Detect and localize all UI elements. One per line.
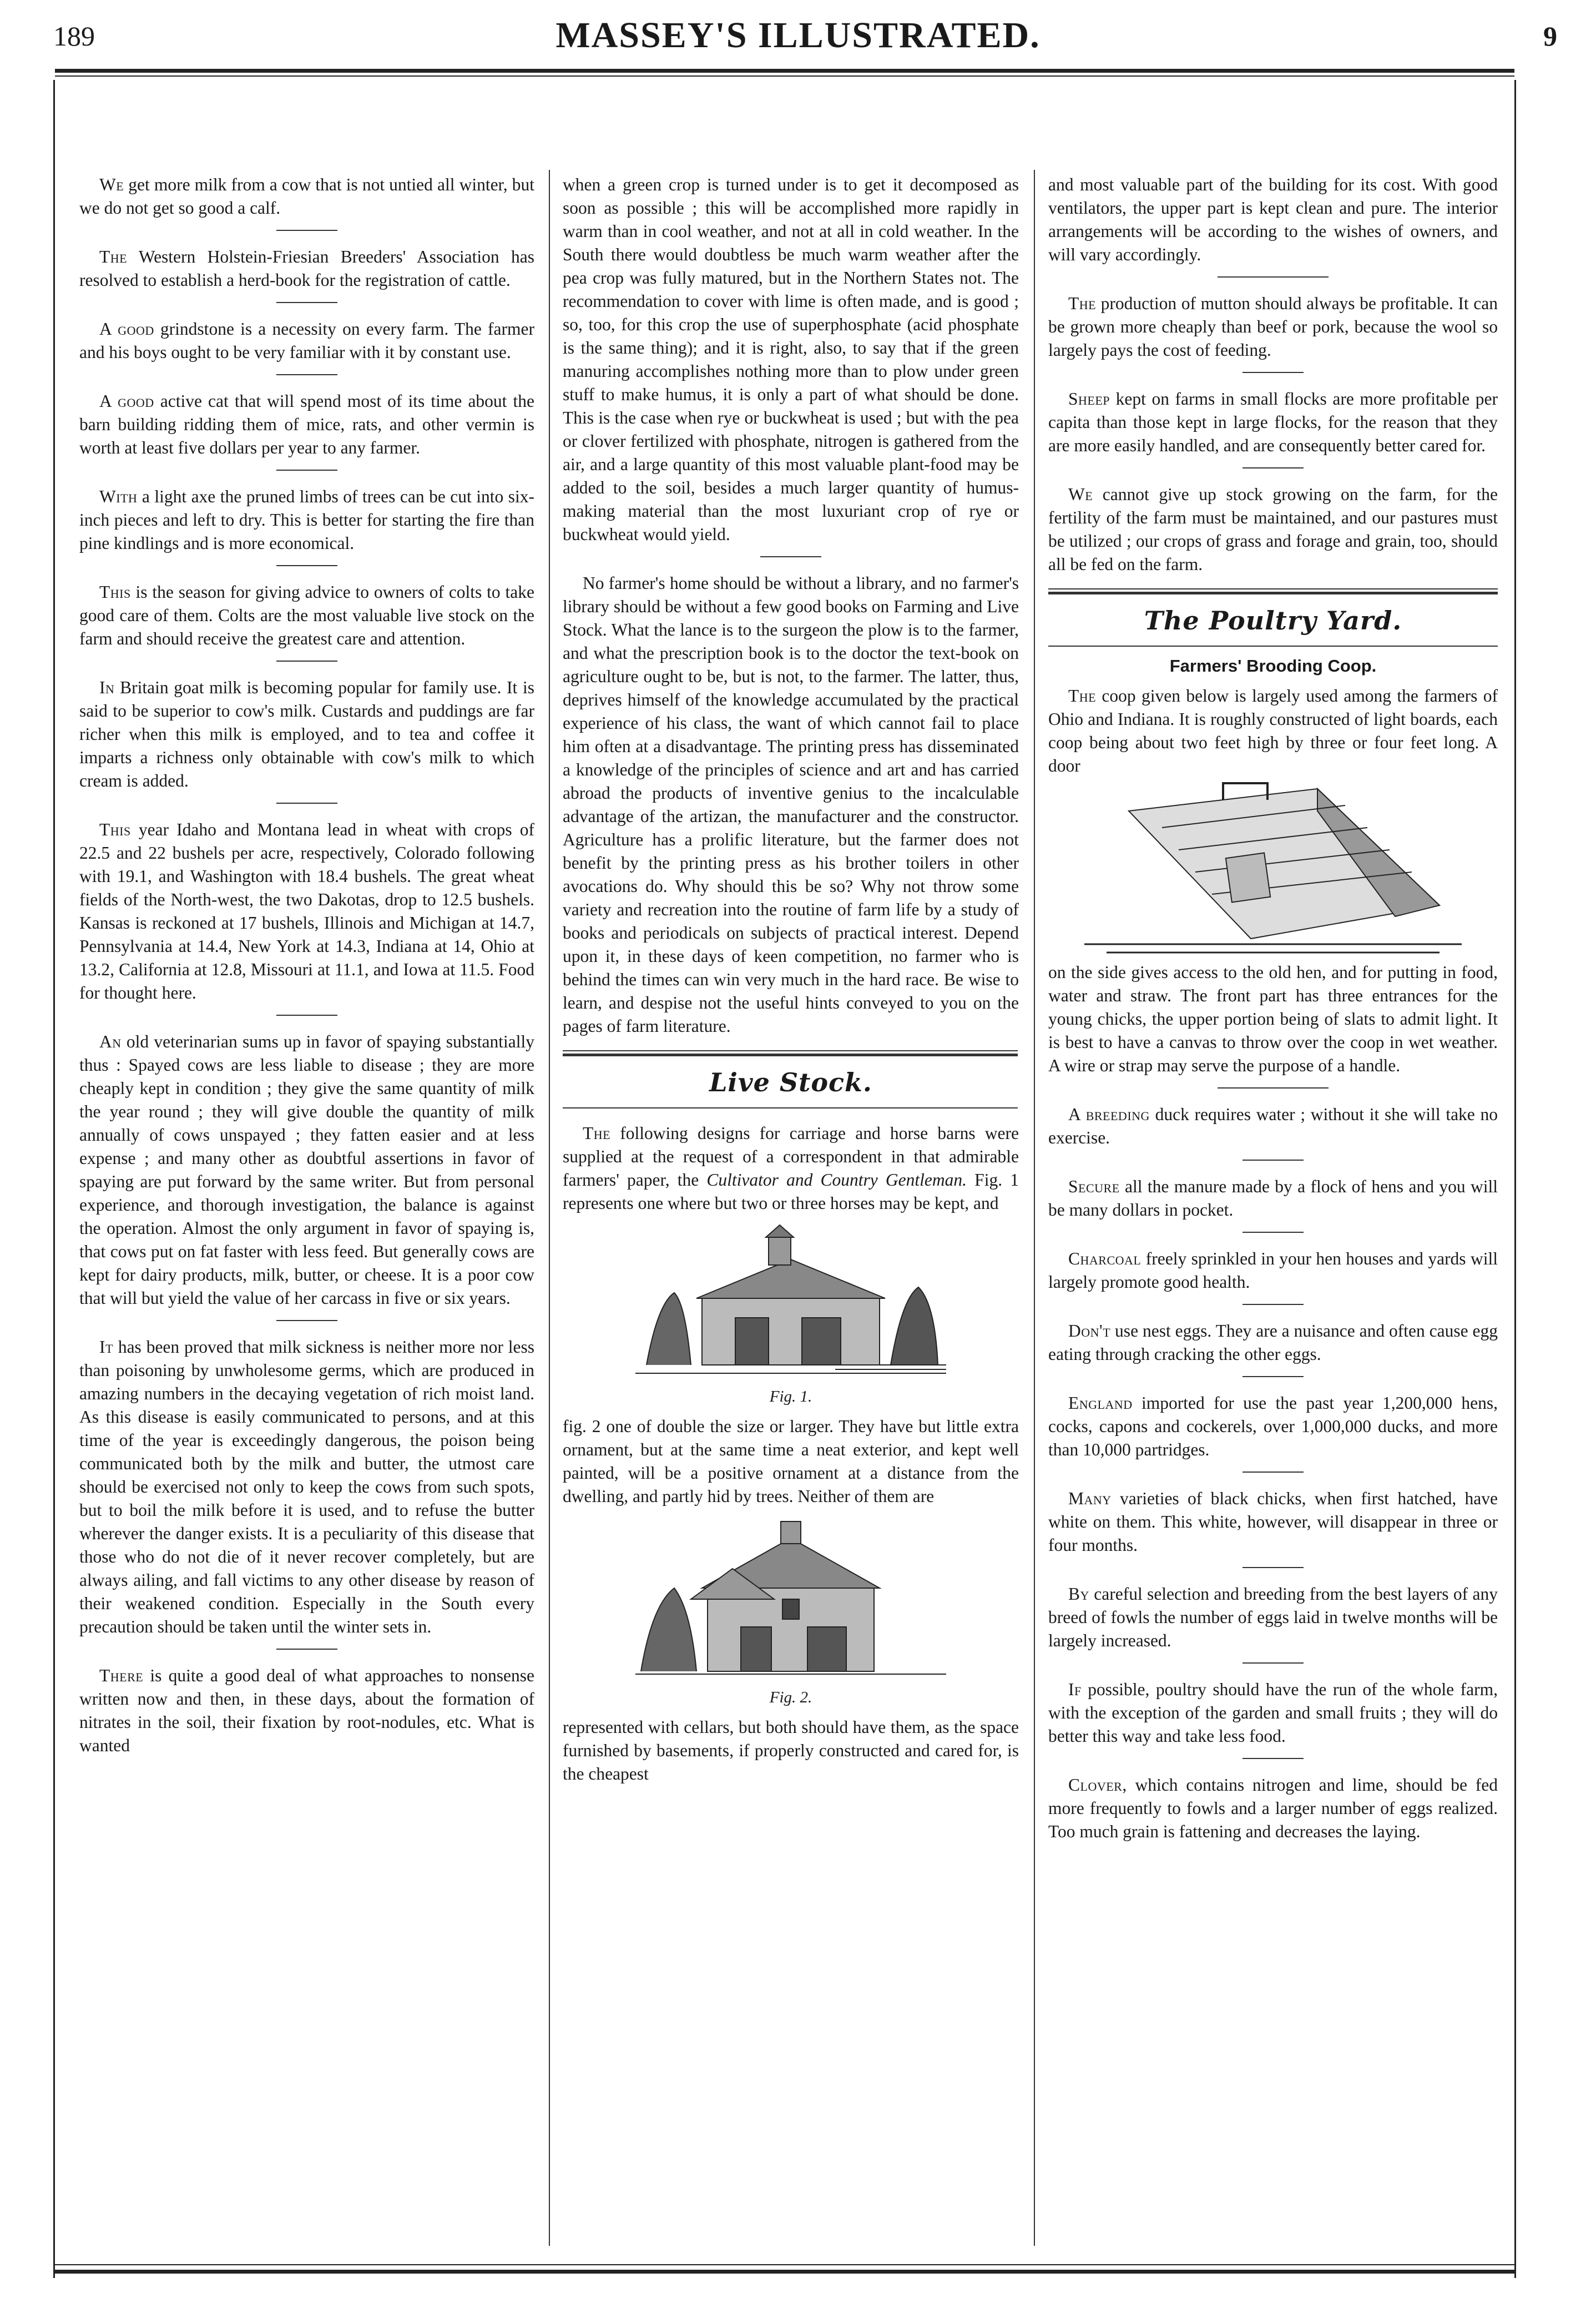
paragraph: Charcoal freely sprinkled in your hen houses and yards will largely promote good health. <box>1048 1249 1498 1292</box>
page-number-left: 189 <box>53 21 95 52</box>
paragraph: Don't use nest eggs. They are a nuisance and often cause egg eating through cracking the other eggs. <box>1048 1321 1498 1364</box>
separator <box>1243 1472 1304 1473</box>
paragraph: fig. 2 one of double the size or larger. They have but little extra ornament, but at the same time a neat exterior, and kept well painted, will be a positive ornament at a distance from the dwelling, and partly hid by trees. Neither of them are <box>563 1417 1019 1506</box>
paragraph: represented with cellars, but both should have them, as the space furnished by basements, if properly constructed and cared for, is the cheapest <box>563 1717 1019 1783</box>
separator <box>1243 1758 1304 1759</box>
page-frame <box>53 80 1516 2278</box>
separator <box>276 302 337 303</box>
paragraph: We cannot give up stock growing on the farm, for the fertility of the farm must be maintained, and our pastures must be utilized ; our crops of grass and forage and grain, too, should all be fed on the farm. <box>1048 485 1498 574</box>
article-subtitle: Farmers' Brooding Coop. <box>1169 656 1377 676</box>
separator <box>1218 276 1329 278</box>
separator <box>760 556 821 557</box>
separator <box>1243 1232 1304 1233</box>
header-rule-thin <box>55 75 1514 77</box>
footer-rule <box>55 2270 1514 2274</box>
separator <box>276 374 337 375</box>
brooding-coop-illustration <box>1084 778 1462 961</box>
figure-caption: Fig. 1. <box>769 1388 812 1405</box>
paragraph: This is the season for giving advice to owners of colts to take good care of them. Colts are the most valuable live stock on the farm and should receive the greatest care and attention. <box>79 582 534 648</box>
paragraph: A breeding duck requires water ; without it she will take no exercise. <box>1048 1105 1498 1147</box>
figure-caption: Fig. 2. <box>769 1689 812 1706</box>
paragraph: With a light axe the pruned limbs of trees can be cut into six-inch pieces and left to dry. This is better for starting the fire than pine kindlings and is more economical. <box>79 487 534 553</box>
paragraph: There is quite a good deal of what approaches to nonsense written now and then, in these days, about the formation of nitrates in the soil, their fixation by root-nodules, etc. What is wanted <box>79 1666 534 1755</box>
footer-rule-thin <box>55 2264 1514 2265</box>
paragraph: If possible, poultry should have the run of the whole farm, with the exception of the garden and small fruits ; they will do better this way and take less food. <box>1048 1680 1498 1746</box>
paragraph: and most valuable part of the building for its cost. With good ventilators, the upper part is kept clean and pure. The interior arrangements will be according to the wishes of owners, and will vary accordingly. <box>1048 175 1498 264</box>
paragraph: Clover, which contains nitrogen and lime, should be fed more frequently to fowls and a larger number of eggs realized. Too much grain is fattening and decreases the laying. <box>1048 1775 1498 1841</box>
paragraph: No farmer's home should be without a library, and no farmer's library should be without a few good books on Farming and Live Stock. What the lance is to the surgeon the plow is to the farmer, and what the prescription book is to the doctor the text-book on agriculture ought to be, but is not, to the farmer. The latter, thus, deprives himself of the knowledge accumulated by the practical experience of his class, the want of which cannot fail to place him often at a disadvantage. The printing press has disseminated a knowledge of the principles of science and art and has carried abroad the products of inventive genius to the incalculable advantage of the artizan, the manufacturer and the constructor. Agriculture has a prolific literature, but the farmer does not benefit by the printing press as his brother toilers in other avocations do. Why should this be so? Why not throw some variety and recreation into the routine of farm life by a study of books and periodicals on subjects of practical interest. Depend upon it, in these days of keen competition, no farmer who is behind the times can win very much in the hard race. Be wise to learn, and despise not the useful hints conveyed to you on the pages of farm literature. <box>563 573 1019 1036</box>
paragraph: when a green crop is turned under is to get it decomposed as soon as possible ; this will be accomplished more rapidly in warm than in cool weather, and not at all in cold weather. In the South there would doubtless be much warm weather after the pea crop was fully matured, but in the Northern States not. The recommendation to cover with lime is often made, and is good ; so, too, for this crop the use of superphosphate (acid phosphate is the same thing); and it is right, also, to say that if the green manuring accomplishes nothing more than to plow under green stuff to make humus, it is only a part of what should be done. This is the case when rye or buckwheat is used ; but with the pea or clover fertilized with phosphate, nitrogen is gathered from the air, and a large quantity of this most valuable plant-food may be added to the soil, besides a much larger quantity of humus-making material than the most luxuriant crop of rye or buckwheat would yield. <box>563 175 1019 544</box>
paragraph: The coop given below is largely used among the farmers of Ohio and Indiana. It is roughly constructed of light boards, each coop being about two feet high by three or four feet long. A door <box>1048 686 1498 775</box>
separator <box>276 1649 337 1650</box>
paragraph: The Western Holstein-Friesian Breeders' Association has resolved to establish a herd-book for the registration of cattle. <box>79 247 534 290</box>
column-divider-1 <box>549 170 550 2246</box>
paragraph: A good grindstone is a necessity on every farm. The farmer and his boys ought to be very familiar with it by constant use. <box>79 319 534 362</box>
section-rule <box>1048 646 1498 647</box>
paragraph: An old veterinarian sums up in favor of spaying substantially thus : Spayed cows are less liable to disease ; they are more cheaply kept in condition ; they give the same quantity of milk the year round ; they will give double the quantity of milk annually of cows unspayed ; they fatten easier and at less expense ; and many other as doubtful assertions in favor of spaying are put forward by the same writer. But from personal experience, and thorough investigation, the balance is against the operation. Almost the only argument in favor of spaying is, that cows put on fat faster with less feed. But generally cows are kept for dairy products, milk, butter, or cheese. It is a poor cow that will but yield the value of her carcass in five or six years. <box>79 1032 534 1308</box>
paragraph: England imported for use the past year 1,200,000 hens, cocks, capons and cockerels, over 1,000,000 ducks, and more than 10,000 partridges. <box>1048 1393 1498 1459</box>
column-1 <box>79 173 534 1757</box>
paragraph: In Britain goat milk is becoming popular for family use. It is said to be superior to cow's milk. Custards and puddings are far richer when this milk is employed, and to tea and coffee it imparts a richness only obtainable with cow's milk to which cream is added. <box>79 678 534 790</box>
header-rule <box>55 69 1514 73</box>
section-rule-thick <box>563 1054 1018 1056</box>
column-2 <box>563 173 1019 1786</box>
separator <box>276 1320 337 1321</box>
separator <box>276 661 337 662</box>
separator <box>1243 467 1304 468</box>
separator <box>1243 1304 1304 1305</box>
separator <box>1243 1376 1304 1377</box>
column-3 <box>1048 173 1498 1843</box>
separator <box>276 470 337 471</box>
separator <box>276 230 337 231</box>
separator <box>276 1015 337 1016</box>
paragraph: The following designs for carriage and horse barns were supplied at the request of a correspondent in that admirable farmers' paper, the Cultivator and Country Gentleman. Fig. 1 represents one where but two or three horses may be kept, and <box>563 1123 1019 1213</box>
paragraph: We get more milk from a cow that is not untied all winter, but we do not get so good a calf. <box>79 175 534 218</box>
paragraph: on the side gives access to the old hen, and for putting in food, water and straw. The front part has three entrances for the young chicks, the upper portion being of slats to admit light. It is best to have a canvas to throw over the coop in wet weather. A wire or strap may serve the purpose of a handle. <box>1048 963 1498 1075</box>
paragraph: By careful selection and breeding from the best layers of any breed of fowls the number of eggs laid in twelve months will be largely increased. <box>1048 1584 1498 1650</box>
column-divider-2 <box>1034 170 1035 2246</box>
paragraph: A good active cat that will spend most of its time about the barn building ridding them of mice, rats, and other vermin is worth at least five dollars per year to any farmer. <box>79 391 534 457</box>
page-number-right: 9 <box>1543 21 1557 52</box>
paragraph: The production of mutton should always be profitable. It can be grown more cheaply than beef or pork, because the wool so largely pays the cost of feeding. <box>1048 294 1498 360</box>
paragraph: This year Idaho and Montana lead in wheat with crops of 22.5 and 22 bushels per acre, respectively, Colorado following with 19.1, and Washington with 18.4 bushels. The great wheat fields of the North-west, the two Dakotas, drop to 12.5 bushels. Kansas is reckoned at 17 bushels, Illinois and Michigan at 14.7, Pennsylvania at 14.4, New York at 14.3, Indiana at 14, Ohio at 13.2, California at 12.8, Missouri at 11.1, and Iowa at 11.5. Food for thought here. <box>79 820 534 1002</box>
separator <box>276 803 337 804</box>
section-rule <box>563 1050 1018 1051</box>
separator <box>1243 1662 1304 1664</box>
paragraph: It has been proved that milk sickness is neither more nor less than poisoning by unwholesome germs, which are produced in amazing numbers in the decaying vegetation of rich moist land. As this disease is easily communicated to persons, and at this time of the year is exceedingly dangerous, the poison being communicated both by the milk and butter, the utmost care should be exercised not only to keep the cows from such spots, but to boil the milk before it is used, and to refuse the butter wherever the danger exists. It is a peculiarity of this disease that those who do not die of it never recover completely, but are always ailing, and fall victims to any other disease by reason of their weakened condition. Especially in the South every precaution should be taken until the winter sets in. <box>79 1337 534 1636</box>
section-title-poultry-yard: The Poultry Yard. <box>1144 606 1402 636</box>
separator <box>1243 1160 1304 1161</box>
paragraph: Many varieties of black chicks, when first hatched, have white on them. This white, however, will disappear in three or four months. <box>1048 1489 1498 1555</box>
separator <box>276 565 337 566</box>
section-rule-thick <box>1048 592 1498 594</box>
section-rule <box>1048 588 1498 589</box>
section-rule <box>563 1107 1018 1108</box>
barn-illustration-fig2 <box>635 1516 946 1682</box>
paragraph: Secure all the manure made by a flock of hens and you will be many dollars in pocket. <box>1048 1177 1498 1220</box>
separator <box>1218 1087 1329 1089</box>
barn-illustration-fig1 <box>635 1215 946 1382</box>
section-title-live-stock: Live Stock. <box>709 1067 872 1097</box>
masthead: MASSEY'S ILLUSTRATED. <box>555 15 1041 56</box>
separator <box>1243 372 1304 373</box>
separator <box>1243 1567 1304 1568</box>
paragraph: Sheep kept on farms in small flocks are more profitable per capita than those kept in large flocks, for the reason that they are more easily handled, and are consequently better cared for. <box>1048 389 1498 455</box>
